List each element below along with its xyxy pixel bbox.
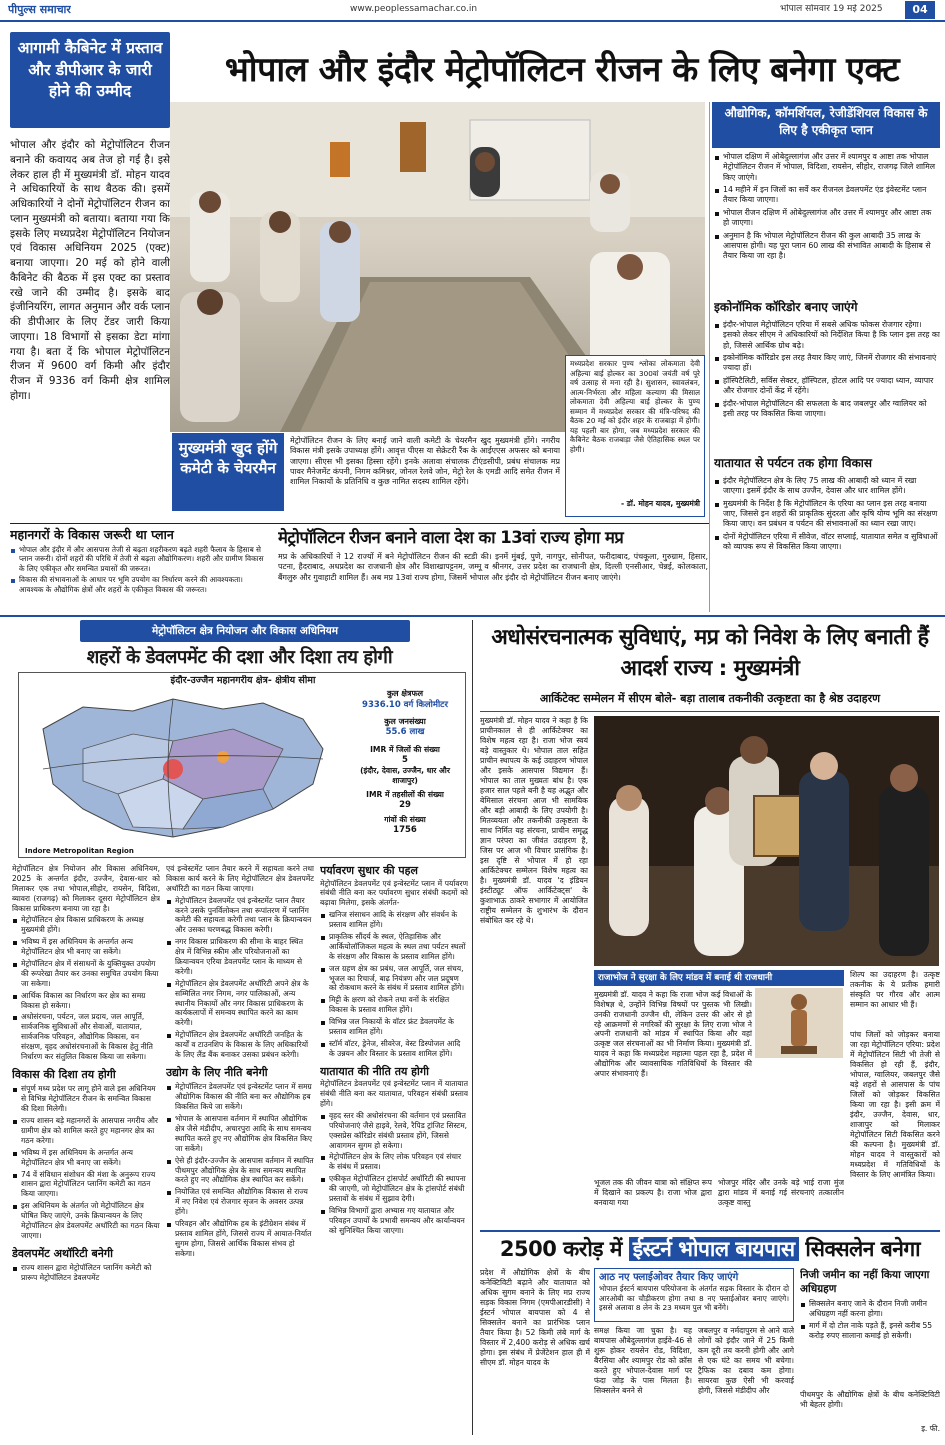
- bypass-headline: [480, 1234, 940, 1264]
- land-list: [800, 1299, 940, 1341]
- ind-head: उद्योग के लिए नीति बनेगी: [166, 1065, 268, 1079]
- auth-head: डेवलपमेंट अथॉरिटी बनेगी: [12, 1246, 113, 1260]
- dir-item: इस अधिनियम के अंतर्गत जो मेट्रोपॉलिटन क्षेत्र घोषित किए जाएंगे, उनके क्रियान्वयन के लिए मेट्रोपॉलिटन क्षेत्र डेवलपमेंट अथॉरिटी का गठन किया जाएगा।: [12, 1201, 160, 1241]
- cm-quote-box: [565, 355, 705, 517]
- bypass-col1: प्रदेश में औद्योगिक क्षेत्रों के बीच कनेक्टिविटी बढ़ाने और यातायात को अधिक सुगम बनाने के लिए मप्र राज्य सड़क विकास निगम (एमपीआरडीसी) ने ईस्टर्न भोपाल बायपास को 4 से सिक्सलेन बनाने का प्रारंभिक प्लान तैयार किया है। 52 किमी लंबे मार्ग के विस्तार में 2,400 करोड़ से अधिक खर्च होगा। इस संबंध में प्रेजेंटेशन हाल ही में सीएम डॉ. मोहन यादव के: [480, 1268, 590, 1368]
- tour-list: [714, 476, 940, 612]
- act-col1: [12, 864, 160, 1434]
- imr-map: [18, 672, 466, 858]
- stat-label: IMR में जिलों की संख्या: [370, 744, 440, 754]
- section-divider: [0, 615, 945, 617]
- infra-caption: शिल्प का उदाहरण है। उत्कृष्ट तकनीक के ये प्रतीक हमारी संस्कृति पर गौरव और आत्म सम्मान का आधार भी हैं।: [850, 970, 940, 1010]
- act-headline: शहरों के डेवलपमेंट की दशा और दिशा तय होगी: [86, 647, 393, 668]
- stat-label: कुल जनसंख्या: [384, 716, 426, 726]
- traffic-list: [320, 1111, 468, 1236]
- metro-list: [10, 545, 268, 610]
- column-divider: [709, 102, 710, 612]
- ind-item: नियोजित एवं समन्वित औद्योगिक विकास से राज्य में नए निवेश एवं रोजगार सृजन के अवसर उत्पन्न होंगे।: [166, 1187, 314, 1217]
- cm-chairman-box: मुख्यमंत्री खुद होंगे कमेटी के चेयरमैन: [172, 433, 284, 511]
- act-col1-item: मेट्रोपॉलिटन क्षेत्र में संसाधनों के युक्तियुक्त उपयोग की रूपरेखा तैयार कर उनका समुचित उपयोग किया जा सकेगा।: [12, 959, 160, 989]
- kicker-box: आगामी कैबिनेट में प्रस्ताव और डीपीआर के जारी होने की उम्मीद: [10, 32, 170, 128]
- right-item: भोपाल दक्षिण में ओबेदुल्लागंज और उत्तर में श्यामपुर व आष्टा तक भोपाल मेट्रोपॉलिटन रीजन में भोपाल, विदिशा, रायसेन, सीहोर, राजगढ़ जिले शामिल किए जाएंगे।: [714, 152, 940, 183]
- env-item: विभिन्न जल निकायों के वॉटर फ्रंट डेवलपमेंट के प्रस्ताव शामिल होंगे।: [320, 1017, 468, 1037]
- traffic-intro: मेट्रोपॉलिटन डेवलपमेंट एवं इन्वेस्टमेंट प्लान में यातायात संबंधी नीति बना कर यातायात, परिवहन संबंधी प्रस्ताव होंगे।: [320, 1079, 468, 1108]
- bypass-col3: जबलपुर व नर्मदापुरम से आने वाले लोगों को इंदौर जाने में 25 किमी कम दूरी तय करनी होगी और आगे से एक घंटे का समय भी बचेगा। ट्रैफिक का दबाव कम होगा। सायरवा कुछ ऐसी भी करवाई होगी, जिससे मंडीदीप और: [698, 1326, 794, 1396]
- act-col1-item: भविष्य में इस अधिनियम के अन्तर्गत अन्य मेट्रोपॉलिटन क्षेत्र भी बनाए जा सकेंगे।: [12, 937, 160, 957]
- intro-text: भोपाल और इंदौर को मेट्रोपॉलिटन रीजन बनाने की कवायद अब तेज हो गई है। इसे लेकर हाल ही में मुख्यमंत्री डॉ. मोहन यादव ने अधिकारियों के साथ बैठक की। इसमें अधिकारियों ने दोनों मेट्रोपॉलिटन रीजन का प्लान मुख्यमंत्री को बताया। बताया गया कि इसके लिए मध्यप्रदेश मेट्रोपॉलिटन नियोजन एवं विकास अधिनियम 2025 (एक्ट) बनाया जाएगा। 20 मई को होने वाली कैबिनेट की बैठक में इस एक्ट का प्रस्ताव रखे जाने की उम्मीद है। इसके बाद इंजीनियरिंग, लागत अनुमान और वर्क प्लान की डीपीआर के लिए टेंडर जारी किया जाएगा। 18 विभागों से इसका डेटा मांगा गया है। बता दें कि भोपाल मेट्रोपॉलिटन रीजन में 9600 वर्ग किमी और इंदौर रीजन में 9336 वर्ग किमी क्षेत्र शामिल होगा।: [10, 139, 170, 403]
- raja-box-title: राजाभोज ने सुरक्षा के लिए मांडव में बनाई थी राजधानी: [594, 970, 844, 986]
- stat-value: 55.6 लाख: [385, 727, 425, 738]
- tour-item: दोनों मेट्रोपॉलिटन एरिया में सीवेज, वॉटर सप्लाई, यातायात समेत व सुविधाओं को व्यापक रूप से विकसित किया जाएगा।: [714, 532, 940, 553]
- env-item: प्राकृतिक सौंदर्य के स्थल, ऐतिहासिक और आर्कियोलॉजिकल महत्व के स्थल तथा पर्यटन स्थलों के संरक्षण और विकास के प्रस्ताव शामिल होंगे।: [320, 932, 468, 962]
- eco-item: इकोनॉमिक कॉरिडोर इस तरह तैयार किए जाएं, जिनमें रोजगार की संभावनाएं ज्यादा हों।: [714, 353, 940, 374]
- act-col2-item: नगर विकास प्राधिकरण की सीमा के बाहर स्थित क्षेत्र में विभिन्न स्कीम और परियोजनाओं का क्रियान्वयन एरिया डेवलपमेंट प्लान के माध्यम से करेगी।: [166, 937, 314, 977]
- env-item: स्टॉर्म वॉटर, ड्रेनेज, सीवरेज, वेस्ट डिस्पोजल आदि के उन्नयन और विस्तार के प्रस्ताव शामिल होंगे।: [320, 1039, 468, 1059]
- dir-item: 74 वें संविधान संशोधन की मंशा के अनुरूप राज्य शासन द्वारा मेट्रोपॉलिटन प्लानिंग कमेटी का गठन किया जाएगा।: [12, 1170, 160, 1200]
- eco-list: [714, 320, 940, 448]
- traffic-item: एकीकृत मेट्रोपॉलिटन ट्रांसपोर्ट अथॉरिटी की स्थापना की जाएगी, जो मेट्रोपॉलिटन क्षेत्र के ट्रांसपोर्ट संबंधी प्रस्तावों के संबंध में सुझाव देगी।: [320, 1174, 468, 1204]
- metro-item: विकास की संभावनाओं के आधार पर भूमि उपयोग का निर्धारण करने की आवश्यकता। आवश्यक के औद्योगिक क्षेत्रों और शहरों के एकीकृत विकास की जरूरत।: [10, 575, 268, 594]
- land-title: निजी जमीन का नहीं किया जाएगा अधिग्रहण: [800, 1269, 930, 1296]
- flyover-text: भोपाल ईस्टर्न बायपास परियोजना के अंतर्गत सड़क विस्तार के दौरान दो आरओबी का चौड़ीकरण होगा तथा 8 नए फ्लाईओवर बनाए जाएंगे। इससे अलावा 8 लेन के 23 मध्यम पुल भी बनेंगे।: [599, 1284, 789, 1313]
- auth-list: [12, 1263, 160, 1283]
- bypass-col2: समक्ष किया जा चुका है। यह बायपास औबेदुल्लागंज हाईवे-46 से शुरू होकर रायसेन रोड, विदिशा, बैरसिया और श्यामपुर रोड को क्रॉस करते हुए भोपाल-देवास मार्ग पर फंदा जोड़ के पास मिलता है। सिक्सलेन बनने से: [594, 1326, 692, 1396]
- stat-value: 1756: [393, 825, 417, 836]
- map-stats: [347, 689, 463, 855]
- env-item: जल ग्रहण क्षेत्र का प्रबंध, जल आपूर्ति, जल संचय, भूजल का रिचार्ज, बाढ़ नियंत्रण और जल प्रदूषण को रोकथाम करने के संबंध में प्रस्ताव शामिल होंगे।: [320, 964, 468, 994]
- cm-quote-text: मध्यप्रदेश सरकार पुण्य श्लोका लोकमाता देवी अहिल्या बाई होल्कर का 300वां जयंती वर्ष पूरे वर्ष उत्साह से मना रही है। सुशासन, स्वावलंबन, आत्म-निर्भरता और महिला कल्याण की मिसाल लोकमाता देवी अहिल्या बाई होल्कर के पुण्य सम्मान में मध्यप्रदेश सरकार की मंत्रि-परिषद की बैठक 20 मई को इंदौर शहर के राजबाड़ा में होगी। यह पहली बार होगा, जब मध्यप्रदेश सरकार की कैबिनेट बैठक राजबाड़ा जैसे ऐतिहासिक स्थल पर होगी।: [570, 359, 700, 454]
- dir-item: राज्य शासन बड़े महानगरों के आसपास नगरीय और ग्रामीण क्षेत्र को शामिल करते हुए महानगर क्षेत्र का गठन करेगा।: [12, 1116, 160, 1146]
- infra-subhead: आर्किटेक्ट सम्मेलन में सीएम बोले- बड़ा तालाब तकनीकी उत्कृष्टता का है श्रेष्ठ उदाहरण: [539, 692, 881, 705]
- right-title-box: औद्योगिक, कॉमर्शियल, रेजीडेंशियल विकास के लिए है एकीकृत प्लान: [712, 102, 940, 148]
- infra-right-text: पांच जिलों को जोड़कर बनाया जा रहा मेट्रोपॉलिटन एरिया: प्रदेश में मेट्रोपॉलिटन सिटी भी तेजी से विकसित हो रही हैं, इंदौर, भोपाल, ग्वालियर, जबलपुर जैसे बड़े शहरों से आसपास के पांच जिलों को जोड़कर विकसित किया जा रहा है। इसी क्रम में इंदौर, उज्जैन, देवास, धार, शाजापुर को मिलाकर मेट्रोपॉलिटन सिटी विकसित करने की कल्पना है। मुख्यमंत्री डॉ. मोहन यादव ने वास्तुकारों को मध्यप्रदेश में गतिविधियों के विस्तार के लिए आमंत्रित किया।: [850, 1030, 940, 1180]
- env-item: मिट्टी के क्षरण को रोकने तथा वनों के संरक्षित विकास के प्रस्ताव शामिल होंगे।: [320, 995, 468, 1015]
- raja-text: मुख्यमंत्री डॉ. यादव ने कहा कि राजा भोज कई विधाओं के विशेषज्ञ थे, उन्होंने विभिन्न विषयों पर पुस्तक भी लिखी। उनकी राजधानी उज्जैन थी, लेकिन उत्तर की ओर से हो रहे आक्रमणों से नगरिकों की सुरक्षा के लिए राजा भोज ने अपनी राजधानी को मांडव में स्थापित किया और वहां उत्कृष्ट जल संरचनाओं का भी निर्माण किया। मुख्यमंत्री डॉ. यादव ने कहा कि मध्यप्रदेश महात्मा पहल रहा है, प्रदेश में औद्योगिक और व्यावसायिक गतिविधियों के विस्तार की अपार संभावनाएं हैं।: [594, 990, 752, 1078]
- metro-head: महानगरों के विकास जरूरी था प्लान: [10, 527, 174, 542]
- tour-item: इंदौर मेट्रोपॉलिटन क्षेत्र के लिए 75 लाख की आबादी को ध्यान में रखा जाएगा। इसमें इंदौर के साथ उज्जैन, देवास और धार शामिल होंगे।: [714, 476, 940, 497]
- eco-item: इंदौर-भोपाल मेट्रोपॉलिटन एरिया में सबसे अधिक फोकस रोजगार रहेगा। इसको लेकर सीएम ने अधिकारियों को निर्देशित किया है कि प्लान इस तरह का हो, जिससे आर्थिक ग्रोथ बढ़े।: [714, 320, 940, 351]
- flyover-title: आठ नए फ्लाईओवर तैयार किए जाएंगे: [599, 1272, 739, 1283]
- ind-item: ऐसे ही इंदौर-उज्जैन के आसपास वर्तमान में स्थापित पीथमपुर औद्योगिक क्षेत्र के साथ समन्वय स्थापित करते हुए नए औद्योगिक क्षेत्र स्थापित कर सकेंगे।: [166, 1156, 314, 1186]
- act-col2-item: मेट्रोपॉलिटन क्षेत्र डेवलपमेंट अथॉरिटी जनहित के कार्यों व टाउनशिप के विकास के लिए अधिकारियों के लिए लैंड बैंक बनाकर उसका प्रबंधन करेगी।: [166, 1030, 314, 1060]
- masthead: [0, 0, 945, 22]
- eco-item: इंदौर-भोपाल मेट्रोपॉलिटन की सफलता के बाद जबलपुर और ग्वालियर को इसी तरह पर विकसित किया जाएगा।: [714, 399, 940, 420]
- ind-item: मेट्रोपॉलिटन डेवलपमेंट एवं इन्वेस्टमेंट प्लान में समग्र औद्योगिक विकास की नीति बना कर औद्योगिक हब विकसित किये जा सकेंगे।: [166, 1082, 314, 1112]
- ind-list: [166, 1082, 314, 1258]
- bypass-headline-pre: 2500 करोड़ में: [499, 1237, 622, 1261]
- infra-col1: मुख्यमंत्री डॉ. मोहन यादव ने कहा है कि प्राचीनकाल से ही आर्किटेक्चर का विशेष महत्व रहा है। राजा भोज स्वयं बड़े वास्तुकार थे। भोपाल ताल सहित प्राचीन स्थापत्य के कई उदाहरण भोपाल और इसके आसपास विद्यमान हैं। भोपाल का ताल मुख्यतः बांध है। एक हजार साल पहले बनी है यह अद्भुत और बेमिसाल संरचना आज भी सामयिक और बड़ी आबादी के लिए उपयोगी है। मितव्ययता और तकनीकी उत्कृष्टता के साथ निर्मित यह संरचना, प्राचीन समृद्ध ज्ञान परंपरा का जीवंत उदाहरण है, जिस पर आज भी विचार प्रासंगिक है। इस दृष्टि से भोपाल में हो रहा आर्किटेक्चर सम्मेलन विशेष महत्व का है। मुख्यमंत्री डॉ. यादव 'द इंडियन इंस्टीट्यूट ऑफ आर्किटेक्ट्स' के कुशाभाऊ ठाकरे सभागार में आयोजित राष्ट्रीय सम्मेलन के शुभारंभ के दौरान संबोधित कर रहे थे।: [480, 716, 588, 926]
- bypass-headline-post: सिक्सलेन बनेगा: [805, 1237, 921, 1261]
- dir-item: भविष्य में इस अधिनियम के अन्तर्गत अन्य मेट्रोपॉलिटन क्षेत्र भी बनाए जा सकेंगे।: [12, 1148, 160, 1168]
- infra-bottom-left: भूजल तक की जीवन यात्रा को संक्षिप्त रूप में दिखाने का प्रकल्प है। राजा भोज द्वारा बनवाया गया: [594, 1178, 712, 1208]
- env-intro: मेट्रोपॉलिटन डेवलपमेंट एवं इन्वेस्टमेंट प्लान में पर्यावरण संबंधी नीति बना कर पर्यावरण सुधार संबंधी कदमों को बढ़ावा मिलेगा, इसके अंतर्गत-: [320, 878, 468, 908]
- flyover-box: [594, 1268, 794, 1322]
- ind-item: परिवहन और औद्योगिक हब के इंटीग्रेशन संबंध में प्रस्ताव शामिल होंगे, जिससे राज्य में आयात-निर्यात सुगम होगा, जिससे आर्थिक विकास संभव हो सकेगा।: [166, 1219, 314, 1259]
- act-banner: मेट्रोपॉलिटन क्षेत्र नियोजन और विकास अधिनियम: [80, 620, 410, 642]
- eco-head: इकोनॉमिक कॉरिडोर बनाए जाएंगे: [714, 300, 858, 314]
- divider: [480, 711, 940, 712]
- act-col1-item: अधोसंरचना, पर्यटन, जल प्रदाय, जल आपूर्ति, सार्वजनिक सुविधाओं और सेवाओं, यातायात, सार्वजनिक परिवहन, औद्योगिक विकास, वन संरक्षण, वृहद अधोसंरचनाओं के विकास हेतु नीति निर्धारण कर संतुलित विकास किया जा सकेगा।: [12, 1012, 160, 1061]
- env-head: पर्यावरण सुधार की पहल: [320, 864, 418, 877]
- act-col2: [166, 864, 314, 1434]
- stat-label: कुल क्षेत्रफल: [386, 689, 424, 698]
- tour-item: मुख्यमंत्री के निर्देश है कि मेट्रोपॉलिटन के एरिया का प्लान इस तरह बनाया जाए, जिससे इन शहरों की प्राकृतिक सुंदरता और कृषि योग्य भूमि का संरक्षण किया जाए। वन प्रबंधन व पर्यटन की संभावनाओं का ध्यान रखा जाए।: [714, 499, 940, 530]
- traffic-item: विभिन्न विभागों द्वारा अभ्यास गए यातायात और परिवहन उपायों के प्रभावी समन्वय और कार्यान्वयन को सुनिश्चित किया जाएगा।: [320, 1206, 468, 1236]
- bypass-headline-highlight: ईस्टर्न भोपाल बायपास: [629, 1237, 799, 1261]
- right-item: 14 महीने में इन जिलों का सर्वे कर रीजनल डेवलपमेंट एंड इंवेस्टमेंट प्लान तैयार किया जाएगा।: [714, 185, 940, 206]
- award-photo: [594, 716, 939, 966]
- infra-headline: अधोसंरचनात्मक सुविधाएं, मप्र को निवेश के लिए बनाती हैं आदर्श राज्य : मुख्यमंत्री: [491, 625, 929, 682]
- dir-list: [12, 1084, 160, 1240]
- main-headline: भोपाल और इंदौर मेट्रोपॉलिटन रीजन के लिए बनेगा एक्ट: [224, 50, 900, 90]
- right-item: भोपाल रीजन दक्षिण में ओबेदुल्लागंज और उत्तर में श्यामपुर और आष्टा तक हो जाएगा।: [714, 208, 940, 229]
- traffic-item: मेट्रोपॉलिटन क्षेत्र के लिए लोक परिवहन एवं संचार के संबंध में प्रस्ताव।: [320, 1152, 468, 1172]
- eco-item: हॉस्पिटैलिटी, सर्विस सेक्टर, हॉस्पिटल, होटल आदि पर ज्यादा ध्यान, व्यापार और रोजगार दोनों केंद्र में रहेंगे।: [714, 376, 940, 397]
- env-item: खनिज संसाधन आदि के संरक्षण और संवर्धन के प्रस्ताव शामिल होंगे।: [320, 910, 468, 930]
- map-title: इंदौर-उज्जैन महानगरीय क्षेत्र- क्षेत्रीय सीमा: [170, 675, 316, 686]
- stat-label: गांवों की संख्या: [384, 815, 426, 825]
- stat-value: 5: [402, 754, 408, 765]
- stat-value: (इंदौर, देवास, उज्जैन, धार और शाजापुर): [360, 765, 450, 785]
- column-divider: [472, 620, 473, 1435]
- dir-head: विकास की दिशा तय होगी: [12, 1067, 116, 1081]
- act-col2-list: [166, 896, 314, 1060]
- env-list: [320, 910, 468, 1058]
- act-col1-item: आर्थिक विकास का निर्धारण कर क्षेत्र का समग्र विकास हो सकेगा।: [12, 991, 160, 1011]
- traffic-head: यातायात की नीति तय होगी: [320, 1064, 429, 1078]
- land-item: मार्ग में दो टोल नाके पड़ते हैं, इनसे करीब 55 करोड़ रुपए सालाना कमाई हो सकेगी।: [800, 1321, 940, 1341]
- dateline: भोपाल सोमवार 19 मई 2025: [780, 4, 883, 14]
- cm-quote-author: - डॉ. मोहन यादव, मुख्यमंत्री: [621, 499, 700, 508]
- metro-item: भोपाल और इंदौर में और आसपास तेजी से बढ़ता शहरीकरण बढ़ते शहरी फैलाव के हिसाब से प्लान जरूरी। दोनों शहरों की परिधि में तेजी से बढ़ता औद्योगिकरण। शहरी और ग्रामीण विकास के लिए एकीकृत और समन्वित प्रयासों की जरूरत।: [10, 545, 268, 573]
- state13-text: मप्र के अधिकारियों ने 12 राज्यों में बने मेट्रोपॉलिटन रीजन की स्टडी की। इनमें मुंबई, पुणे, नागपुर, सोनीपत, फरीदाबाद, पंचकूला, गुरुग्राम, हिसार, पटना, हैदराबाद, अधप्रदेश का राजधानी क्षेत्र और विशाखापट्टनम, जम्मू व श्रीनगर, उत्तर प्रदेश का राजधानी क्षेत्र, दिल्ली एनसीआर, चेन्नई, कोलकाता, बैंगलुरु और गुवाहाटी शामिल हैं। अब मप्र 13वां राज्य होगा, जिसमें भोपाल और इंदौर दो मेट्रोपॉलिटन रीजन बनाए जाएंगे।: [278, 552, 708, 582]
- dir-item: संपूर्ण मध्य प्रदेश पर लागू होने वाले इस अधिनियम से विभिन्न मेट्रोपॉलिटन रीजन के समन्वित विकास की दिशा मिलेगी।: [12, 1084, 160, 1114]
- tour-head: यातायात से पर्यटन तक होगा विकास: [714, 456, 873, 470]
- stat-value: 9336.10 वर्ग किलोमीटर: [362, 699, 448, 710]
- stat-value: 29: [399, 799, 411, 810]
- right-item: अनुमान है कि भोपाल मेट्रोपॉलिटन रीजन की कुल आबादी 35 लाख के आसपास होगी। यह पूरा प्लान 60 लाख की संभावित आबादी के हिसाब से तैयार किया जा रहा है।: [714, 231, 940, 262]
- map-footer: Indore Metropolitan Region: [25, 847, 134, 855]
- infra-bottom-right: भोजपुर मंदिर और उनके बड़े भाई राजा मुंज द्वारा मांडव में बनाई गई संरचनाएं तत्कालीन उत्कृष्ट वास्तु: [718, 1178, 844, 1208]
- act-col2-item: मेट्रोपॉलिटन क्षेत्र डेवलपमेंट अथॉरिटी अपने क्षेत्र के सम्मिलित नगर निगम, नगर पालिकाओं, अन्य स्थानीय निकायों और नगर विकास प्राधिकरण के कार्यकलापों में समन्वय स्थापित करने का काम करेगी।: [166, 979, 314, 1028]
- state13-head: मेट्रोपॉलिटन रीजन बनाने वाला देश का 13वां राज्य होगा मप्र: [278, 528, 624, 547]
- cm-chairman-text: मेट्रोपॉलिटन रीजन के लिए बनाई जाने वाली कमेटी के चेयरमैन खुद मुख्यमंत्री होंगे। नगरीय विकास मंत्री इसके उपाध्यक्ष होंगे। आवृत्त पीएस या सेक्रेटरी रैंक के आईएएस अफसर को बनाया जाएगा। सीएस भी इसका हिस्सा रहेंगे। इनके अलावा संचालक टीएंडसीपी, प्रबंध संचालक मप्र पावर मैनेजमेंट कंपनी, निगम कमिश्नर, जोनल रेलवे जोन, मेट्रो रेल के एमडी आदि समेत रीजन में शामिल निकायों के प्रतिनिधि व कुछ नामित सदस्य शामिल रहेंगे।: [290, 436, 560, 487]
- land-item: सिक्सलेन बनाए जाने के दौरान निजी जमीन अधिग्रहण नहीं करना होगा।: [800, 1299, 940, 1319]
- act-col2-intro: एवं इन्वेस्टमेंट प्लान तैयार करने में सहायता करने तथा विकास कार्य करने के लिए मेट्रोपॉलिटन क्षेत्र डेवलपमेंट अथॉरिटी का गठन किया जाएगा।: [166, 864, 314, 893]
- auth-item: राज्य शासन द्वारा मेट्रोपॉलिटन प्लानिंग कमेटी को प्रारूप मेट्रोपॉलिटन डेवलपमेंट: [12, 1263, 160, 1283]
- credit: इ. फी.: [921, 1424, 940, 1433]
- land-text: पीथमपुर के औद्योगिक क्षेत्रों के बीच कनेक्टिविटी भी बेहतर होगी।: [800, 1390, 940, 1410]
- act-col1-intro: मेट्रोपॉलिटन क्षेत्र नियोजन और विकास अधिनियम, 2025 के अन्तर्गत इंदौर, उज्जैन, देवास-धार को मिलाकर एक तथा भोपाल,सीहोर, रायसेन, विदिशा, ब्यावरा (राजगढ़) को मिलाकर दूसरा मेट्रोपॉलिटन क्षेत्र विकास प्राधिकरण बनाया जा रहा है।: [12, 864, 160, 913]
- divider: [480, 1230, 940, 1232]
- act-col2-item: मेट्रोपॉलिटन डेवलपमेंट एवं इन्वेस्टमेंट प्लान तैयार करने उसके पुनर्विलोकन तथा रूपांतरण में प्लानिंग कमेटी की सहायता करेगी तथा प्लान के क्रियान्वयन और उसका चरणबद्ध विकास करेगी।: [166, 896, 314, 936]
- divider: [10, 523, 710, 524]
- act-col1-item: मेट्रोपॉलिटन क्षेत्र विकास प्राधिकरण के अध्यक्ष मुख्यमंत्री होंगे।: [12, 915, 160, 935]
- traffic-item: वृहद स्तर की अधोसंरचना की वर्तमान एवं प्रस्तावित परियोजनाएं जैसे हाइवे, रेलवे, रैपिड ट्रांजिट सिस्टम, एक्सप्रेस कॉरिडोर संबंधी प्रस्ताव होंगे, जिससे आवागमन सुगम हो सकेगा।: [320, 1111, 468, 1151]
- act-col3: [320, 864, 468, 1434]
- act-col1-list: [12, 915, 160, 1061]
- land-box: [800, 1268, 940, 1388]
- ind-item: भोपाल के आसपास वर्तमान में स्थापित औद्योगिक क्षेत्र जैसे मंडीदीप, अचारपुरा आदि के साथ समन्वय स्थापित करते हुए नए औद्योगिक क्षेत्र विकसित किए जा सकेंगे।: [166, 1114, 314, 1154]
- right-list: [714, 152, 940, 297]
- logo: पीपुल्स समाचार: [8, 3, 71, 16]
- stat-label: IMR में तहसीलों की संख्या: [366, 789, 444, 799]
- website: www.peoplessamachar.co.in: [350, 4, 478, 14]
- page-number: 04: [905, 1, 935, 19]
